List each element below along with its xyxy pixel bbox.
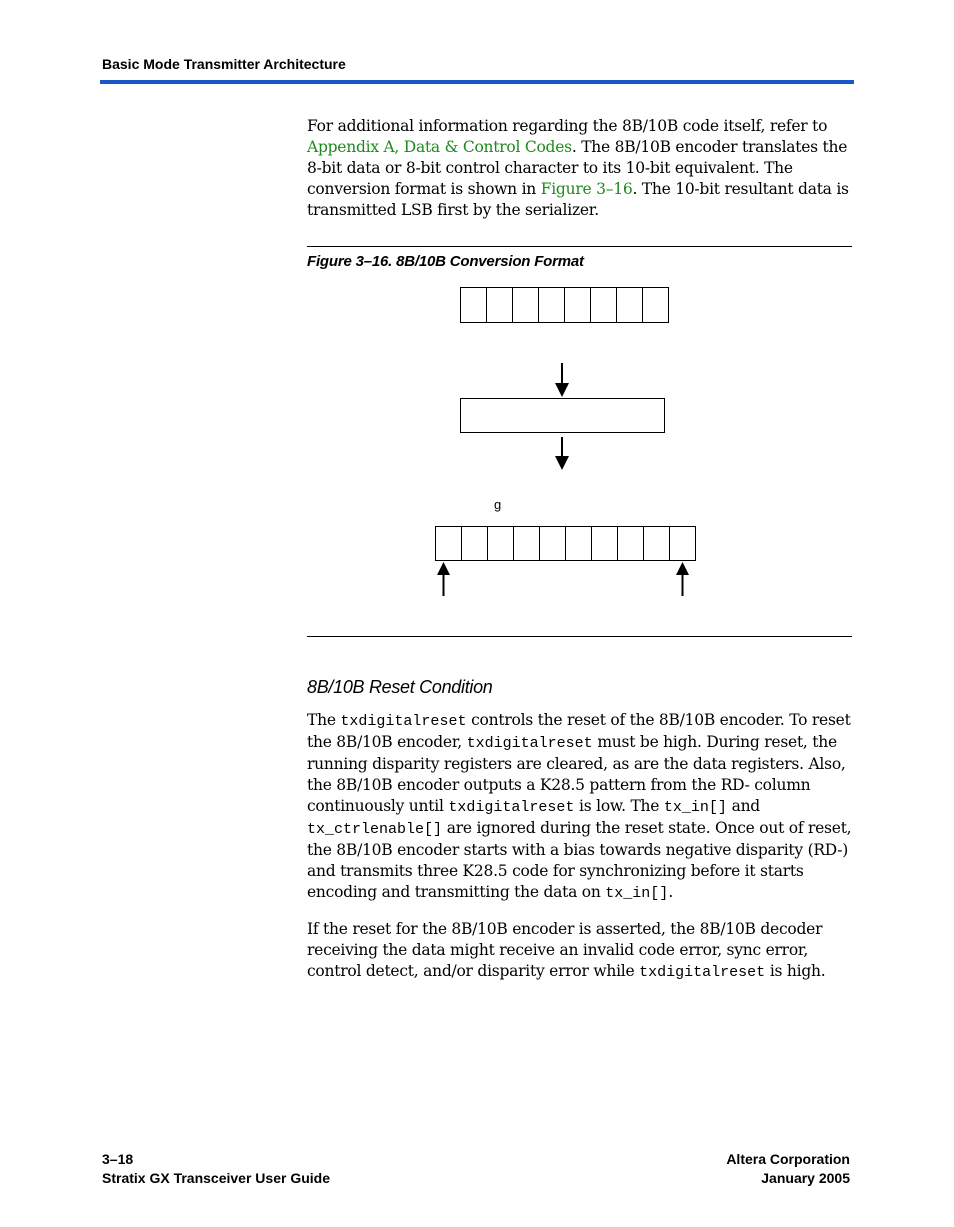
appendix-a-link[interactable]: Appendix A, Data & Control Codes — [307, 138, 572, 156]
intro-text-1: For additional information regarding the 8B/10B code itself, refer to — [307, 117, 828, 135]
p1-text-5: and — [726, 797, 760, 815]
code-tx-ctrlenable: tx_ctrlenable[] — [307, 821, 443, 838]
code-tx-in: tx_in[] — [605, 885, 669, 902]
code-txdigitalreset: txdigitalreset — [448, 799, 575, 816]
intro-text-2: . The 8B/10B encoder translates the 8-bit data or 8-bit control character to its 10-bit equivalent. The conversion format is shown in — [307, 138, 848, 198]
footer-company: Altera Corporation — [726, 1151, 850, 1167]
down-arrow-to-encoder — [555, 363, 569, 397]
p1-text-1: The — [307, 711, 341, 729]
reset-paragraph-2 — [307, 919, 855, 983]
figure-caption: Figure 3–16. 8B/10B Conversion Format — [307, 253, 584, 270]
p1-text-6: are ignored during the reset state. Once out of reset, the 8B/10B encoder starts with a bias towards negative disparity (RD-) and transmits three K28.5 code for synchronizing before it starts encoding and transmitting the data on — [307, 819, 852, 901]
up-arrow-right — [676, 562, 689, 596]
p1-text-4: is low. The — [574, 797, 664, 815]
footer-guide-title: Stratix GX Transceiver User Guide — [102, 1170, 330, 1186]
section-heading: 8B/10B Reset Condition — [307, 677, 493, 697]
figure-bottom-rule — [307, 636, 852, 637]
figure-stray-label: g — [494, 497, 502, 512]
p1-text-2: controls the reset of the 8B/10B encoder. To reset the 8B/10B encoder, — [307, 711, 851, 751]
code-txdigitalreset: txdigitalreset — [466, 735, 593, 752]
code-txdigitalreset: txdigitalreset — [639, 964, 766, 981]
up-arrow-left — [437, 562, 450, 596]
intro-text-3: . The 10-bit resultant data is transmitted LSB first by the serializer. — [307, 180, 849, 219]
running-header-title: Basic Mode Transmitter Architecture — [102, 56, 346, 72]
footer-page-number: 3–18 — [102, 1151, 134, 1167]
footer-date: January 2005 — [761, 1170, 850, 1186]
reset-paragraph-1 — [307, 710, 855, 904]
code-tx-in: tx_in[] — [663, 799, 727, 816]
p1-text-3: must be high. During reset, the running disparity registers are cleared, as are the data registers. Also, the 8B/10B encoder outputs a K28.5 pattern from the RD- column continuously until — [307, 733, 846, 815]
figure-3-16-link[interactable]: Figure 3–16 — [540, 180, 633, 198]
p2-text-1: If the reset for the 8B/10B encoder is asserted, the 8B/10B decoder receiving the data might receive an invalid code error, sync error, control detect, and/or disparity error while — [307, 920, 823, 980]
down-arrow-from-encoder — [555, 437, 569, 470]
p2-text-2: is high. — [765, 962, 826, 980]
p1-text-7: . — [668, 883, 673, 901]
code-txdigitalreset: txdigitalreset — [340, 713, 467, 730]
